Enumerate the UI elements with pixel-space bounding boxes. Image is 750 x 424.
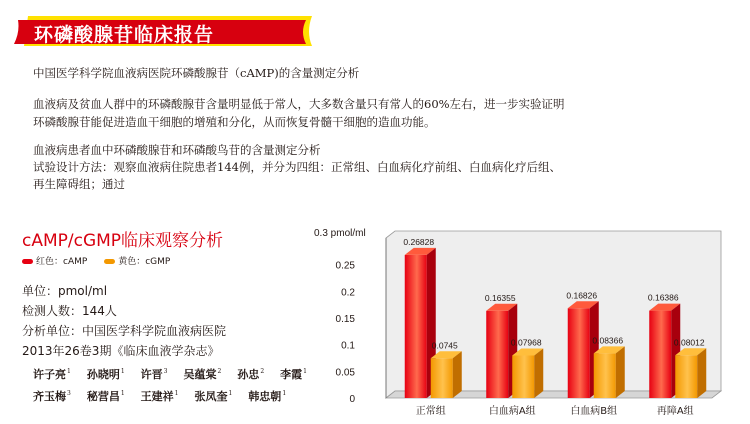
source-text: 2013年26卷3期《临床血液学杂志》 bbox=[22, 344, 220, 358]
org-text: 分析单位：中国医学科学院血液病医院 bbox=[22, 324, 227, 338]
y-tick-label: 0.05 bbox=[335, 367, 355, 379]
data-label: 0.07968 bbox=[510, 337, 542, 348]
legend-swatch-red bbox=[22, 259, 33, 264]
x-tick-label: 白血病A组 bbox=[488, 406, 536, 417]
bar-front bbox=[431, 358, 453, 398]
author-name-text: 张凤奎 bbox=[194, 390, 228, 403]
intro-line-1: 中国医学科学院血液病医院环磷酸腺苷（cAMP)的含量测定分析 bbox=[33, 66, 360, 80]
y-axis-label: 0.3 pmol/ml bbox=[314, 228, 366, 239]
author-name-text: 齐玉梅 bbox=[33, 390, 66, 403]
author-name-text: 孙晓明 bbox=[86, 368, 120, 381]
legend-cgmp bbox=[104, 254, 170, 267]
author-name-text: 王建祥 bbox=[140, 390, 174, 403]
author-name bbox=[141, 366, 168, 382]
author-name bbox=[33, 388, 71, 404]
legend-camp bbox=[22, 254, 87, 267]
legend-cgmp-label: 黄色：cGMP bbox=[118, 257, 171, 267]
bar-side bbox=[697, 348, 706, 398]
bar-side bbox=[534, 349, 543, 398]
bar-chart bbox=[300, 224, 740, 420]
y-tick-label: 0.1 bbox=[341, 340, 355, 352]
author-affiliation-mark: 3 bbox=[163, 368, 168, 376]
bar-front bbox=[594, 353, 616, 398]
author-name-text: 许子亮 bbox=[33, 368, 66, 381]
author-name-text: 李霞 bbox=[280, 368, 303, 381]
author-name-text: 吴蕴棠 bbox=[183, 368, 217, 381]
author-name bbox=[87, 388, 125, 404]
x-tick-label: 再障A组 bbox=[656, 406, 694, 417]
bar-side bbox=[453, 351, 462, 398]
bar-front bbox=[486, 311, 508, 398]
y-tick-label: 0.15 bbox=[335, 314, 355, 325]
author-name bbox=[183, 366, 221, 382]
intro-line-2: 血液病及贫血人群中的环磷酸腺苷含量明显低于常人，大多数含量只有常人的60%左右，进一步实验证明 bbox=[33, 97, 565, 111]
bar-front bbox=[568, 308, 590, 398]
study-title: cAMP/cGMP临床观察分析 bbox=[22, 231, 224, 251]
author-affiliation-mark: 1 bbox=[120, 368, 125, 376]
unit-text: 单位：pmol/ml bbox=[22, 284, 108, 298]
author-name-text: 孙忠 bbox=[237, 368, 260, 381]
bar-front bbox=[649, 311, 671, 398]
authors-row-1 bbox=[33, 366, 323, 382]
author-name-text: 韩忠朝 bbox=[248, 390, 282, 403]
author-affiliation-mark: 1 bbox=[303, 368, 307, 376]
y-tick-label: 0.25 bbox=[335, 260, 355, 272]
authors-row-2 bbox=[33, 388, 302, 404]
bar-front bbox=[405, 255, 427, 398]
page-title: 环磷酸腺苷临床报告 bbox=[34, 24, 215, 46]
legend-swatch-orange bbox=[104, 259, 115, 264]
author-name-text: 许晋 bbox=[140, 368, 163, 381]
x-tick-label: 正常组 bbox=[415, 406, 446, 417]
bar-front bbox=[675, 355, 697, 398]
author-affiliation-mark: 1 bbox=[282, 390, 287, 398]
bar-front bbox=[512, 356, 534, 398]
author-affiliation-mark: 1 bbox=[67, 368, 71, 376]
data-label: 0.08012 bbox=[673, 337, 705, 348]
bar-side bbox=[616, 346, 625, 398]
data-label: 0.16386 bbox=[647, 292, 679, 303]
intro-line-6: 再生障碍组；通过 bbox=[33, 177, 125, 191]
x-axis-labels bbox=[416, 404, 694, 417]
author-affiliation-mark: 1 bbox=[228, 390, 233, 398]
x-tick-label: 白血病B组 bbox=[570, 406, 618, 417]
count-text: 检测人数：144人 bbox=[22, 304, 117, 318]
bar-cgmp bbox=[592, 335, 624, 398]
author-name bbox=[194, 388, 232, 404]
y-tick-label: 0 bbox=[349, 394, 355, 405]
data-label: 0.26828 bbox=[403, 236, 435, 247]
bar-cgmp bbox=[511, 338, 543, 398]
intro-line-5: 试验设计方法：观察血液病住院患者144例，并分为四组：正常组、白血病化疗前组、白血病化疗后组、 bbox=[33, 160, 561, 174]
author-name bbox=[237, 366, 264, 382]
legend-camp-label: 红色：cAMP bbox=[36, 257, 88, 267]
author-affiliation-mark: 1 bbox=[174, 390, 179, 398]
author-name bbox=[141, 388, 179, 404]
legend bbox=[22, 254, 184, 267]
data-label: 0.16826 bbox=[566, 290, 598, 301]
bar-cgmp bbox=[431, 340, 462, 398]
author-affiliation-mark: 2 bbox=[260, 368, 265, 376]
data-label: 0.16355 bbox=[484, 292, 516, 303]
y-tick-label: 0.2 bbox=[341, 287, 355, 299]
author-affiliation-mark: 3 bbox=[67, 390, 71, 398]
author-name-text: 秘营昌 bbox=[86, 390, 120, 403]
bar-cgmp bbox=[674, 337, 706, 398]
data-label: 0.0745 bbox=[431, 340, 458, 351]
intro-line-4: 血液病患者血中环磷酸腺苷和环磷酸鸟苷的含量测定分析 bbox=[33, 143, 321, 157]
author-affiliation-mark: 1 bbox=[120, 390, 125, 398]
author-name bbox=[248, 388, 286, 404]
author-affiliation-mark: 2 bbox=[217, 368, 222, 376]
author-name bbox=[33, 366, 71, 382]
author-name bbox=[87, 366, 125, 382]
data-label: 0.08366 bbox=[592, 335, 624, 346]
intro-line-3: 环磷酸腺苷能促进造血干细胞的增殖和分化，从而恢复骨髓干细胞的造血功能。 bbox=[33, 115, 436, 129]
